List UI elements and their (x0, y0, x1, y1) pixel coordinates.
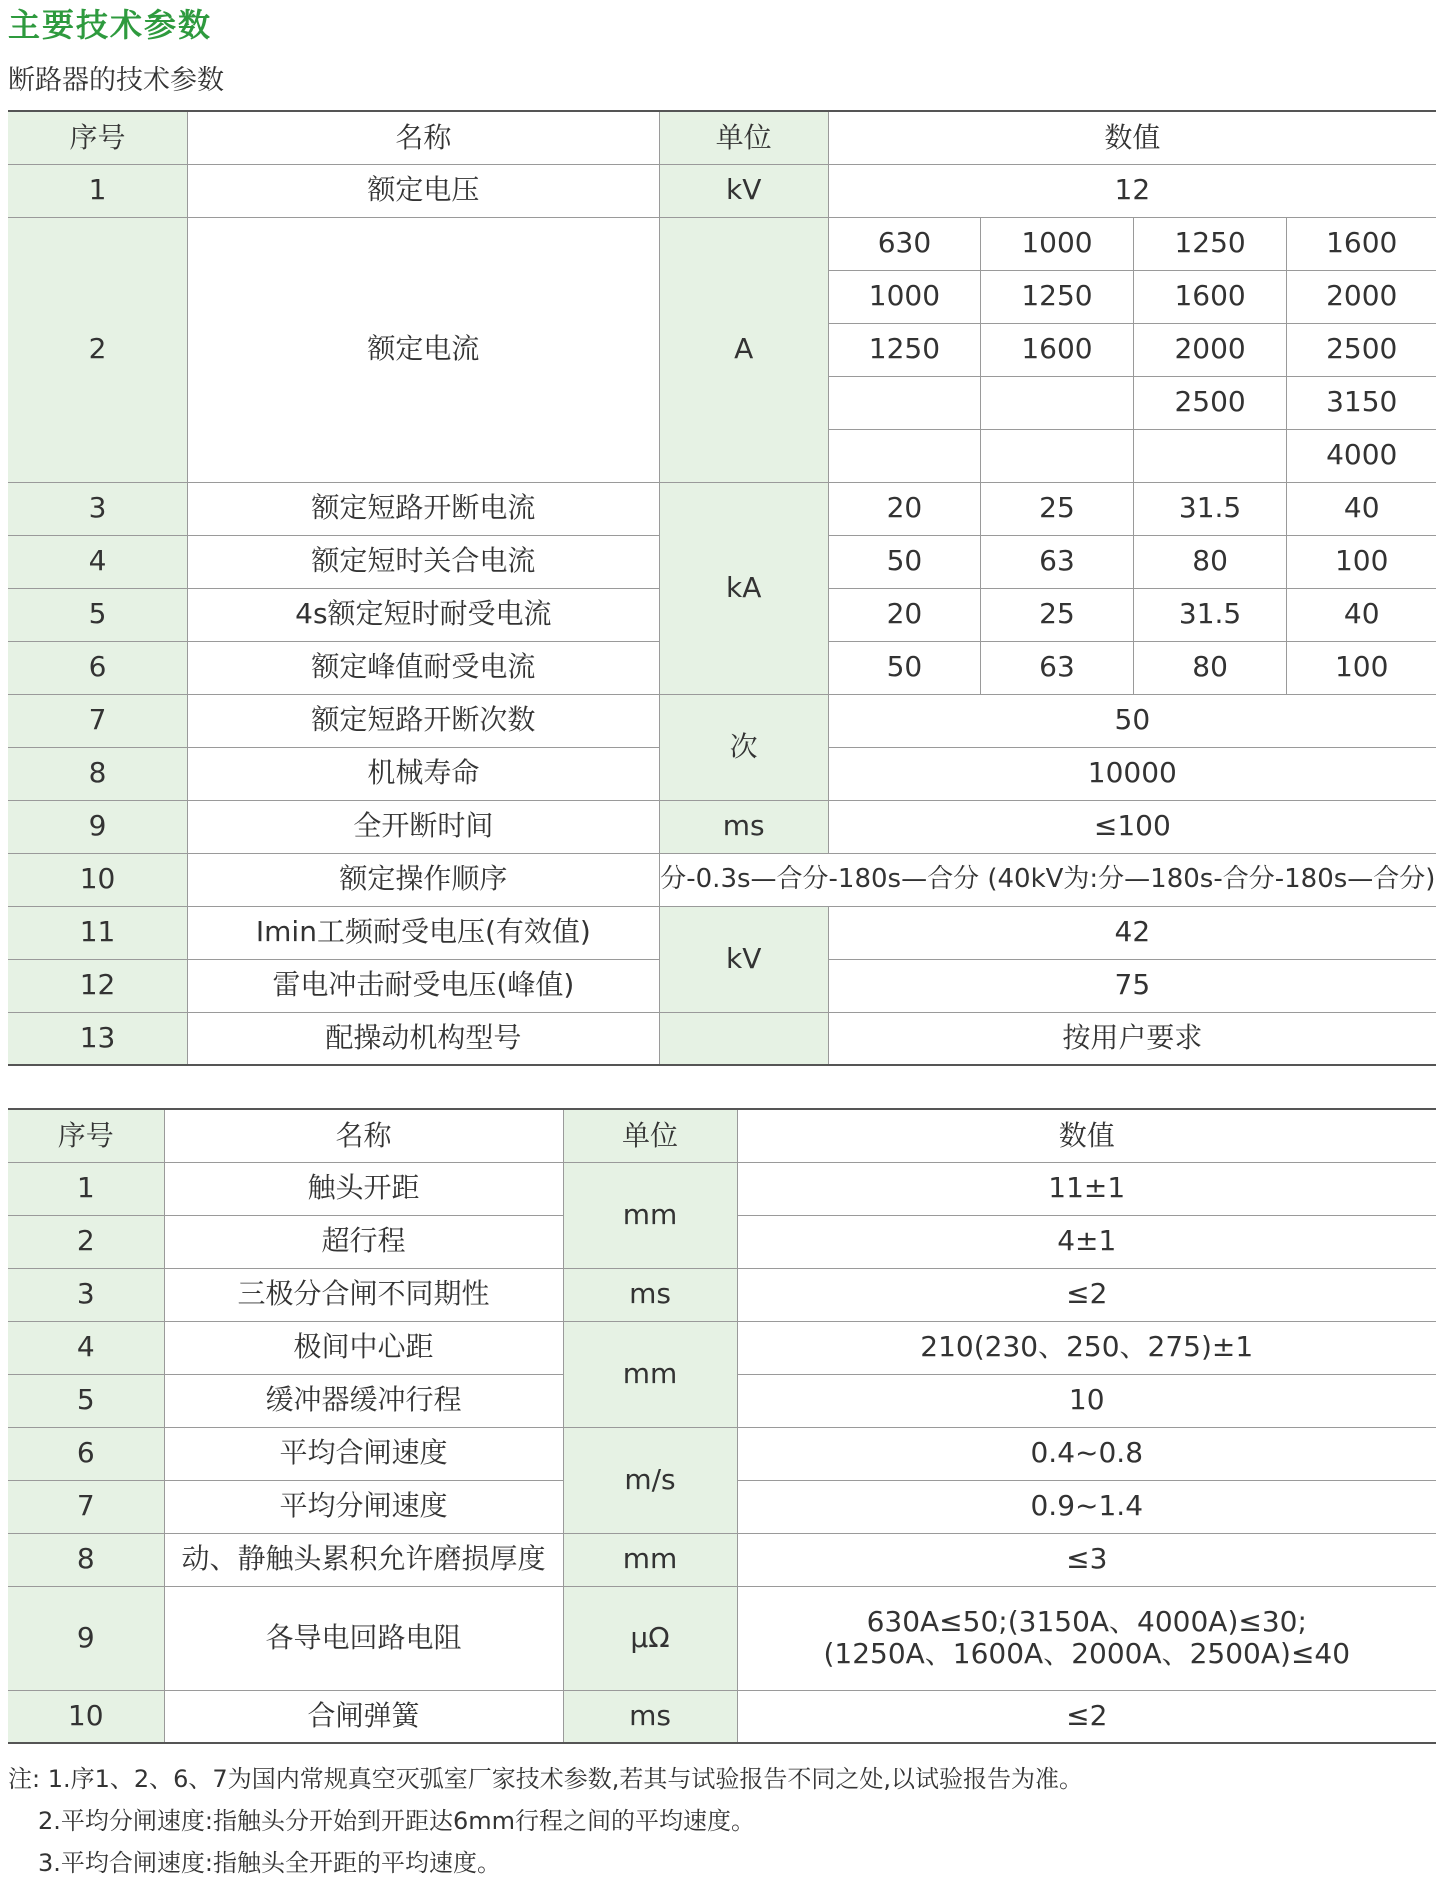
row-unit: A (659, 217, 828, 482)
table-row (8, 1427, 1436, 1480)
value-cell: 25 (981, 482, 1134, 535)
row-name: 平均合闸速度 (164, 1427, 563, 1480)
value-cell: 1600 (981, 323, 1134, 376)
row-name: 额定短时关合电流 (188, 535, 660, 588)
row-value: 50 (828, 694, 1436, 747)
row-value: 分-0.3s—合分-180s—合分 (40kV为:分—180s-合分-180s—合分) (659, 853, 1436, 906)
row-value: 4±1 (737, 1215, 1436, 1268)
value-cell: 100 (1287, 535, 1436, 588)
row-no: 4 (8, 1321, 164, 1374)
row-no: 1 (8, 164, 188, 217)
table-row (8, 217, 1436, 270)
footnote: 3.平均合闸速度:指触头全开距的平均速度。 (38, 1849, 501, 1877)
page-subtitle: 断路器的技术参数 (8, 65, 224, 96)
table-row (8, 1586, 1436, 1690)
row-name: 各导电回路电阻 (164, 1586, 563, 1690)
row-no: 2 (8, 1215, 164, 1268)
value-cell: 25 (981, 588, 1134, 641)
table-row (8, 1533, 1436, 1586)
value-cell (1133, 429, 1287, 482)
row-no: 7 (8, 1480, 164, 1533)
row-no: 3 (8, 1268, 164, 1321)
header-value: 数值 (737, 1109, 1436, 1162)
row-unit: m/s (563, 1427, 737, 1533)
value-line: 630A≤50;(3150A、4000A)≤30; (866, 1604, 1307, 1638)
value-cell: 1600 (1133, 270, 1287, 323)
row-value: 0.4~0.8 (737, 1427, 1436, 1480)
page-title: 主要技术参数 (8, 6, 213, 44)
value-cell: 63 (981, 641, 1134, 694)
row-name: Imin工频耐受电压(有效值) (188, 906, 660, 959)
value-cell: 1250 (981, 270, 1134, 323)
row-value: 42 (828, 906, 1436, 959)
row-unit: mm (563, 1162, 737, 1268)
row-name: 额定电流 (188, 217, 660, 482)
row-value: ≤100 (828, 800, 1436, 853)
row-name: 额定峰值耐受电流 (188, 641, 660, 694)
table-row (8, 1690, 1436, 1743)
row-unit: mm (563, 1321, 737, 1427)
row-no: 8 (8, 747, 188, 800)
header-no: 序号 (8, 111, 188, 164)
row-value: 210(230、250、275)±1 (737, 1321, 1436, 1374)
value-cell: 4000 (1287, 429, 1436, 482)
row-no: 10 (8, 853, 188, 906)
value-cell: 20 (828, 482, 981, 535)
value-cell: 63 (981, 535, 1134, 588)
header-name: 名称 (188, 111, 660, 164)
breaker-params-table (8, 110, 1436, 1066)
row-no: 1 (8, 1162, 164, 1215)
row-no: 7 (8, 694, 188, 747)
value-cell: 1600 (1287, 217, 1436, 270)
table-row (8, 694, 1436, 747)
header-value: 数值 (828, 111, 1436, 164)
value-line: (1250A、1600A、2000A、2500A)≤40 (823, 1637, 1351, 1670)
value-cell: 40 (1287, 482, 1436, 535)
row-unit: kA (659, 482, 828, 694)
header-unit: 单位 (563, 1109, 737, 1162)
row-value: 11±1 (737, 1162, 1436, 1215)
value-cell: 31.5 (1133, 482, 1287, 535)
row-no: 5 (8, 1374, 164, 1427)
row-no: 6 (8, 1427, 164, 1480)
value-cell: 80 (1133, 641, 1287, 694)
value-cell: 80 (1133, 535, 1287, 588)
row-name: 额定电压 (188, 164, 660, 217)
row-value: ≤2 (737, 1268, 1436, 1321)
row-unit: μΩ (563, 1586, 737, 1690)
row-no: 8 (8, 1533, 164, 1586)
row-name: 4s额定短时耐受电流 (188, 588, 660, 641)
table-row (8, 1162, 1436, 1215)
row-unit: kV (659, 164, 828, 217)
table-row (8, 800, 1436, 853)
row-name: 额定操作顺序 (188, 853, 660, 906)
row-unit: ms (563, 1268, 737, 1321)
row-name: 触头开距 (164, 1162, 563, 1215)
row-value: ≤2 (737, 1690, 1436, 1743)
row-unit: ms (563, 1690, 737, 1743)
value-cell: 1000 (981, 217, 1134, 270)
row-no: 12 (8, 959, 188, 1012)
value-cell: 1250 (1133, 217, 1287, 270)
value-cell (981, 376, 1134, 429)
row-name: 额定短路开断电流 (188, 482, 660, 535)
value-cell: 2000 (1133, 323, 1287, 376)
value-cell (981, 429, 1134, 482)
row-no: 9 (8, 800, 188, 853)
row-value: 10 (737, 1374, 1436, 1427)
row-unit: ms (659, 800, 828, 853)
row-unit: mm (563, 1533, 737, 1586)
value-cell: 2500 (1133, 376, 1287, 429)
row-value: ≤3 (737, 1533, 1436, 1586)
table-header-row (8, 111, 1436, 164)
row-no: 10 (8, 1690, 164, 1743)
value-cell: 40 (1287, 588, 1436, 641)
value-cell: 100 (1287, 641, 1436, 694)
row-name: 极间中心距 (164, 1321, 563, 1374)
table-row (8, 164, 1436, 217)
row-unit (659, 1012, 828, 1065)
row-value: 75 (828, 959, 1436, 1012)
row-name: 额定短路开断次数 (188, 694, 660, 747)
row-name: 雷电冲击耐受电压(峰值) (188, 959, 660, 1012)
footnote: 注: 1.序1、2、6、7为国内常规真空灭弧室厂家技术参数,若其与试验报告不同之处,以试验报告为准。 (8, 1765, 1083, 1793)
table-header-row (8, 1109, 1436, 1162)
row-no: 9 (8, 1586, 164, 1690)
value-cell (828, 429, 981, 482)
row-name: 合闸弹簧 (164, 1690, 563, 1743)
row-name: 机械寿命 (188, 747, 660, 800)
value-cell: 20 (828, 588, 981, 641)
row-no: 2 (8, 217, 188, 482)
header-name: 名称 (164, 1109, 563, 1162)
row-value (737, 1586, 1436, 1690)
table-row (8, 1268, 1436, 1321)
row-no: 5 (8, 588, 188, 641)
value-cell: 1000 (828, 270, 981, 323)
row-unit: 次 (659, 694, 828, 800)
row-no: 13 (8, 1012, 188, 1065)
row-value: 12 (828, 164, 1436, 217)
row-name: 三极分合闸不同期性 (164, 1268, 563, 1321)
mechanical-params-table (8, 1108, 1436, 1744)
value-cell: 50 (828, 535, 981, 588)
value-cell: 2000 (1287, 270, 1436, 323)
row-value: 按用户要求 (828, 1012, 1436, 1065)
row-no: 11 (8, 906, 188, 959)
value-cell: 50 (828, 641, 981, 694)
value-cell: 2500 (1287, 323, 1436, 376)
row-no: 6 (8, 641, 188, 694)
header-unit: 单位 (659, 111, 828, 164)
value-cell: 31.5 (1133, 588, 1287, 641)
table-row (8, 1321, 1436, 1374)
row-no: 3 (8, 482, 188, 535)
value-cell: 630 (828, 217, 981, 270)
footnotes (8, 1758, 1083, 1884)
header-no: 序号 (8, 1109, 164, 1162)
table-row (8, 853, 1436, 906)
value-cell (828, 376, 981, 429)
row-name: 平均分闸速度 (164, 1480, 563, 1533)
row-name: 动、静触头累积允许磨损厚度 (164, 1533, 563, 1586)
footnote: 2.平均分闸速度:指触头分开始到开距达6mm行程之间的平均速度。 (38, 1807, 756, 1835)
row-unit: kV (659, 906, 828, 1012)
value-cell: 1250 (828, 323, 981, 376)
row-value: 0.9~1.4 (737, 1480, 1436, 1533)
table-row (8, 482, 1436, 535)
value-cell: 3150 (1287, 376, 1436, 429)
row-value: 10000 (828, 747, 1436, 800)
table-row (8, 1012, 1436, 1065)
row-name: 配操动机构型号 (188, 1012, 660, 1065)
row-name: 超行程 (164, 1215, 563, 1268)
row-name: 全开断时间 (188, 800, 660, 853)
row-no: 4 (8, 535, 188, 588)
row-name: 缓冲器缓冲行程 (164, 1374, 563, 1427)
table-row (8, 906, 1436, 959)
